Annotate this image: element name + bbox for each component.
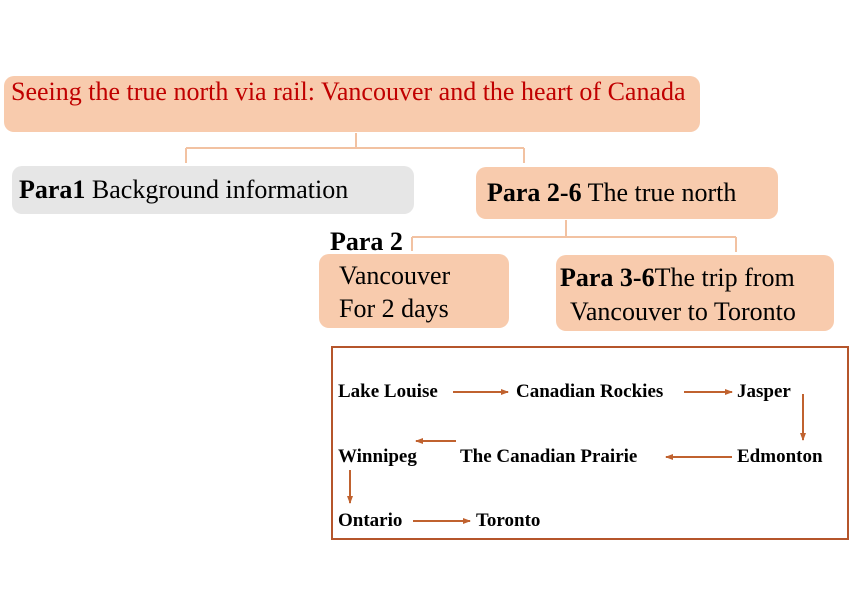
para2-label: Para 2 [330,227,403,256]
stop-canadian-prairie: The Canadian Prairie [460,446,638,467]
para2-line1: Vancouver [339,261,451,290]
para2-line2: For 2 days [339,294,449,323]
stop-jasper: Jasper [737,381,791,402]
para26-text: The true north [581,178,737,207]
stop-canadian-rockies: Canadian Rockies [516,381,664,402]
para1-label: Para1 [19,175,86,204]
stop-winnipeg: Winnipeg [338,446,417,467]
para1-text: Background information [85,175,349,204]
diagram-title: Seeing the true north via rail: Vancouver and the heart of Canada [4,76,700,132]
para26-label: Para 2-6 [487,178,582,207]
para36-line1: The trip from [654,263,795,292]
stop-toronto: Toronto [476,510,541,531]
stop-ontario: Ontario [338,510,403,531]
stop-edmonton: Edmonton [737,446,823,467]
para36-line2: Vancouver to Toronto [570,297,796,326]
para36-label: Para 3-6 [560,263,655,292]
stop-lake-louise: Lake Louise [338,381,438,402]
